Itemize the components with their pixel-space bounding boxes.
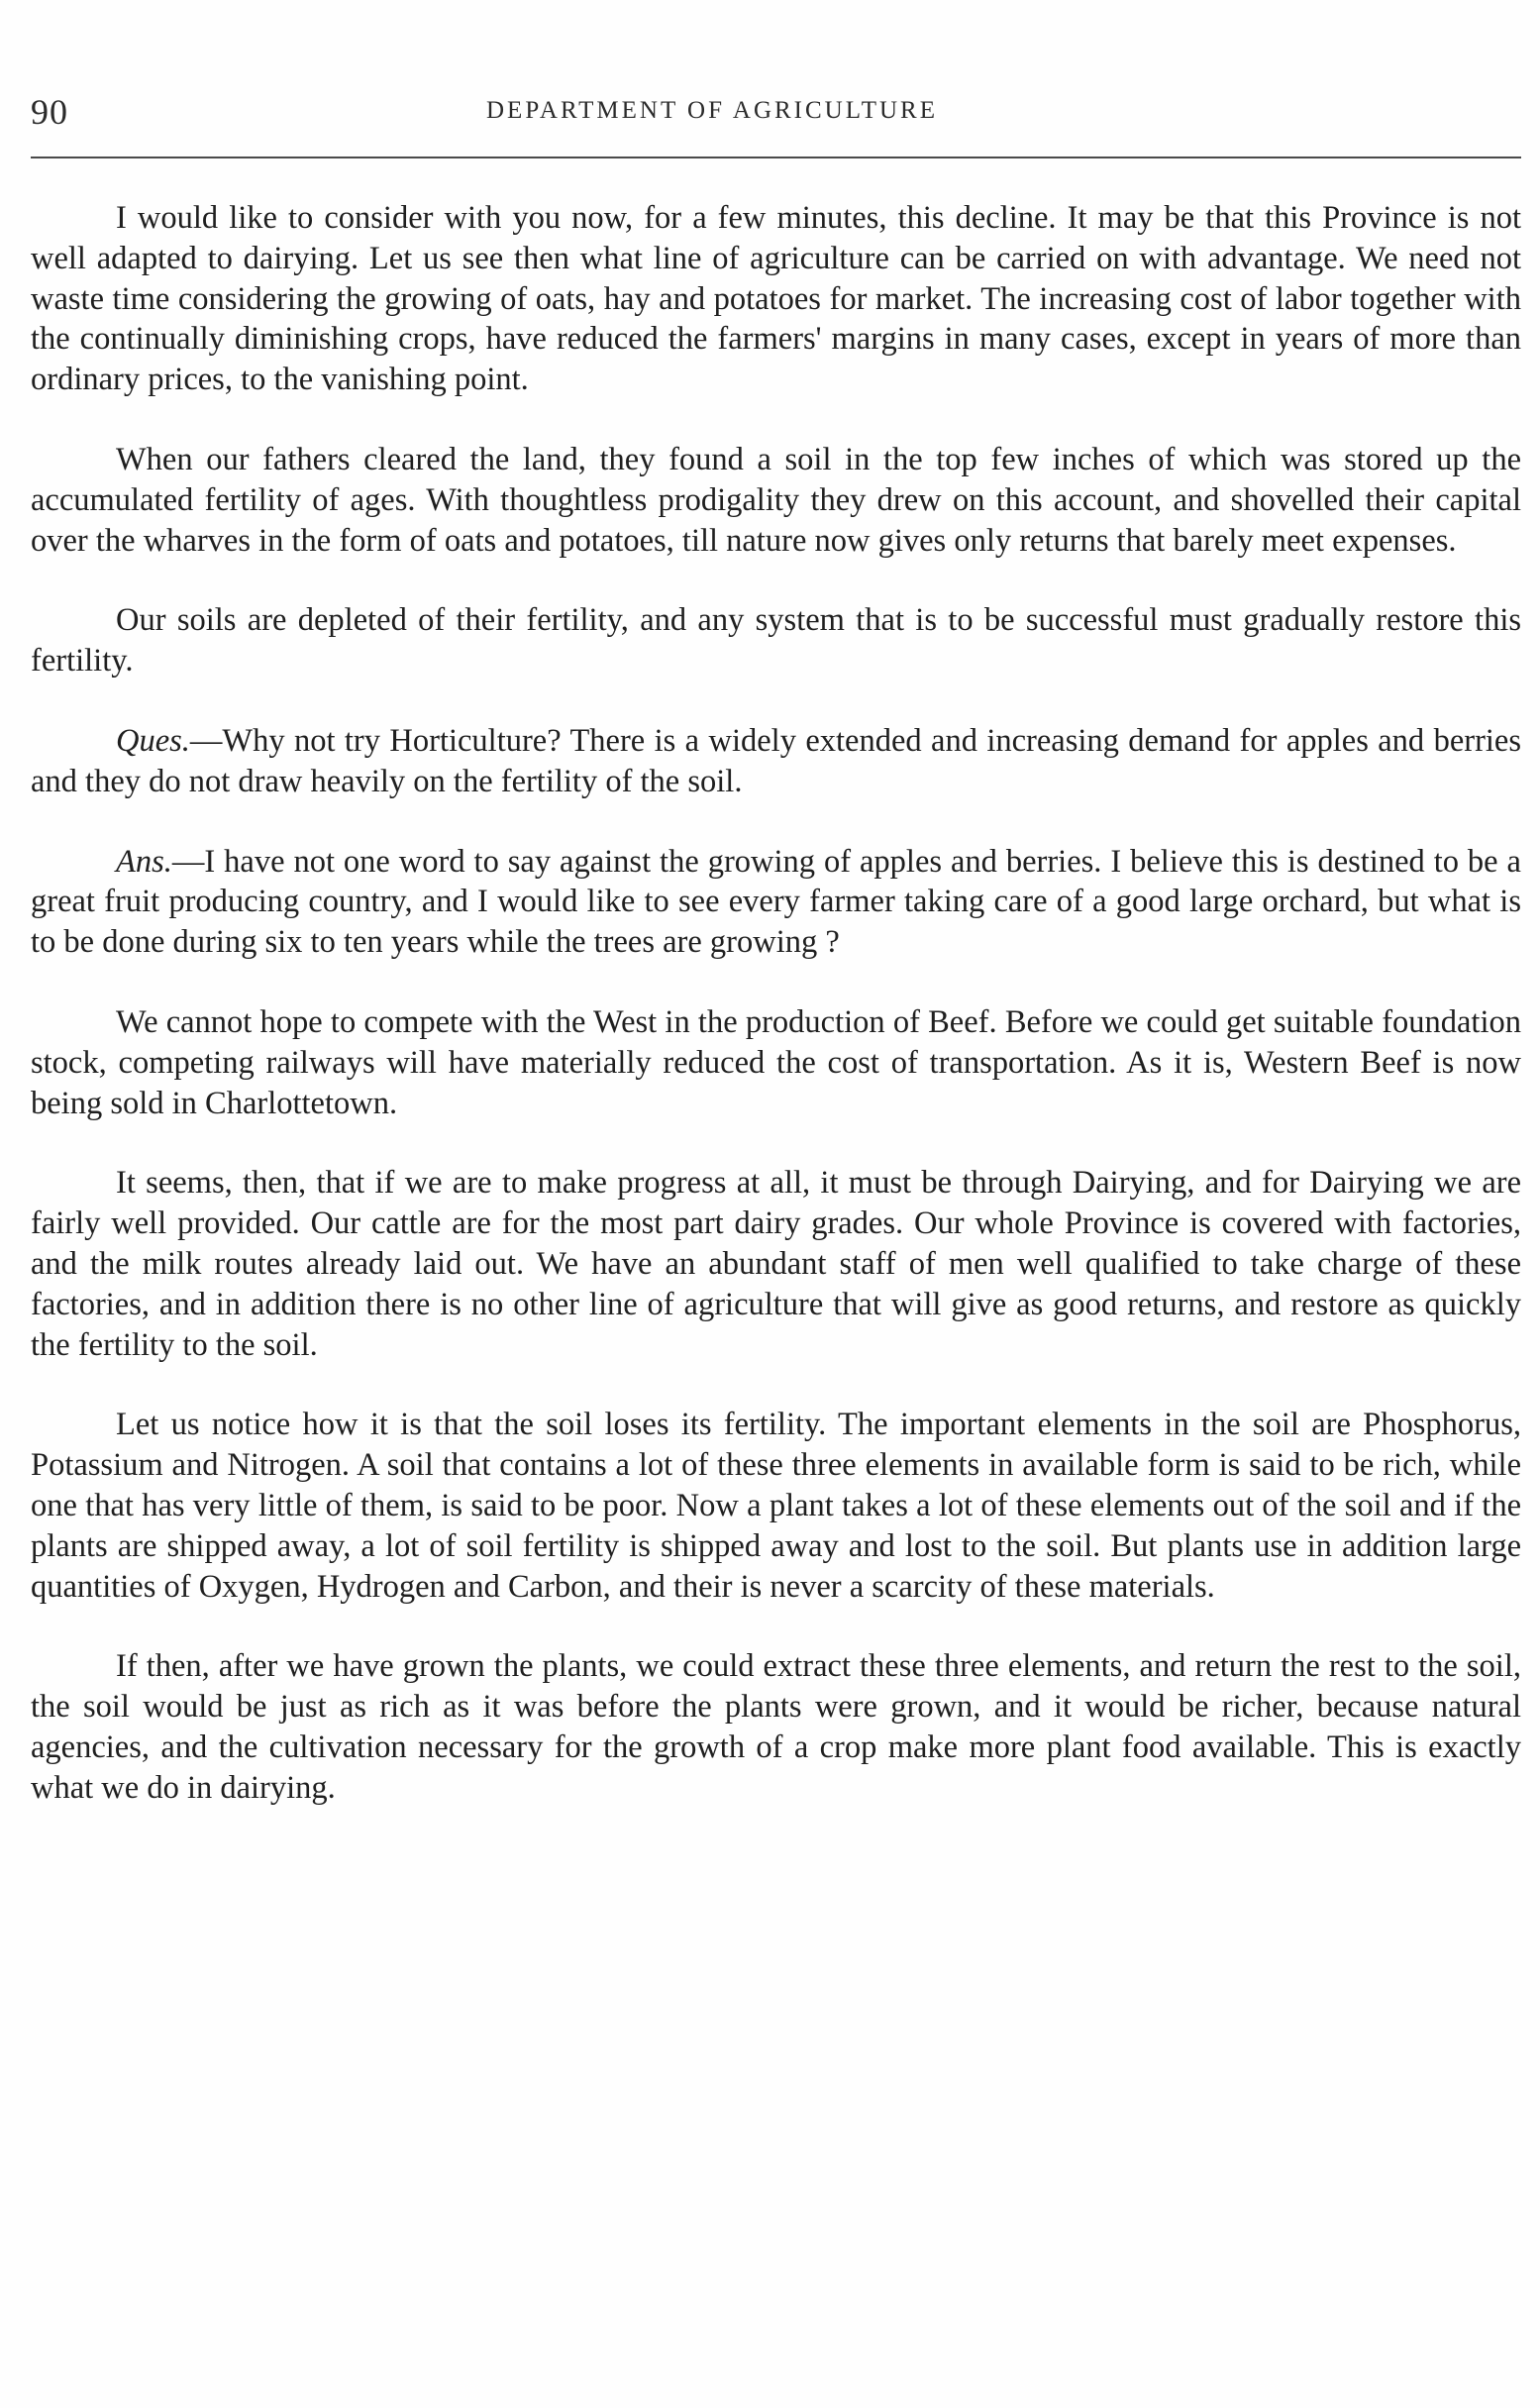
paragraph-text: If then, after we have grown the plants, we could extract these three elements, and return the rest to the soil, the soil would be just as rich as it was before the plants were grown, and it would be richer, because natural agencies, and the cultivation necessary for the growth of a crop make more plant food available. This is exactly what we do in dairying. [31,1648,1521,1806]
answer-label: Ans. [116,843,172,880]
paragraph-text: We cannot hope to compete with the West in the production of Beef. Before we could get suitable foundation stock, competing railways will have materially reduced the cost of transportation. As it is, Western Beef is now being sold in Charlottetown. [31,1003,1521,1121]
paragraph-text: —I have not one word to say against the growing of apples and berries. I believe this is destined to be a great fruit producing country, and I would like to see every farmer taking care of a good large orchard, but what is to be done during six to ten years while the trees are growing ? [31,843,1521,961]
paragraph-extract-elements [31,1646,1521,1808]
running-head: DEPARTMENT OF AGRICULTURE [486,97,938,124]
paragraph-text: Let us notice how it is that the soil loses its fertility. The important elements in the soil are Phosphorus, Potassium and Nitrogen. A soil that contains a lot of these three elements in available form is said to be rich, while one that has very little of them, is said to be poor. Now a plant takes a lot of these elements out of the soil and if the plants are shipped away, a lot of soil fertility is shipped away and lost to the soil. But plants use in addition large quantities of Oxygen, Hydrogen and Carbon, and their is never a scarcity of these materials. [31,1407,1521,1605]
body-text [31,198,1521,1848]
paragraph-western-beef [31,1002,1521,1123]
page-number: 90 [31,92,68,132]
paragraph-soil-fertility-loss [31,1405,1521,1607]
paragraph-text: I would like to consider with you now, for a few minutes, this decline. It may be that this Province is not well adapted to dairying. Let us see then what line of agriculture can be carried on with advantage. We need not waste time considering the growing of oats, hay and potatoes for market. The increasing cost of labor together with the continually diminishing crops, have reduced the farmers' margins in many cases, except in years of more than ordinary prices, to the vanishing point. [31,200,1521,398]
paragraph-fathers-cleared-land [31,440,1521,561]
paragraph-answer-apples-berries [31,842,1521,963]
paragraph-text: —Why not try Horticulture? There is a widely extended and increasing demand for apples and berries and they do not draw heavily on the fertility of the soil. [31,722,1521,799]
paragraph-dairying-progress [31,1163,1521,1365]
paragraph-text: When our fathers cleared the land, they found a soil in the top few inches of which was stored up the accumulated fertility of ages. With thoughtless prodigality they drew on this account, and shovelled their capital over the wharves in the form of oats and potatoes, till nature now gives only returns that barely meet expenses. [31,441,1521,559]
paragraph-question-horticulture [31,721,1521,802]
paragraph-text: Our soils are depleted of their fertility, and any system that is to be successful must gradually restore this fertility. [31,602,1521,680]
paragraph-decline [31,198,1521,400]
paragraph-depleted-soils [31,600,1521,681]
question-label: Ques. [116,722,190,759]
page-header [31,91,1521,151]
header-rule [31,157,1521,158]
paragraph-text: It seems, then, that if we are to make progress at all, it must be through Dairying, and for Dairying we are fairly well provided. Our cattle are for the most part dairy grades. Our whole Province is covered with factories, and the milk routes already laid out. We have an abundant staff of men well qualified to take charge of these factories, and in addition there is no other line of agriculture that will give as good returns, and restore as quickly the fertility to the soil. [31,1165,1521,1363]
